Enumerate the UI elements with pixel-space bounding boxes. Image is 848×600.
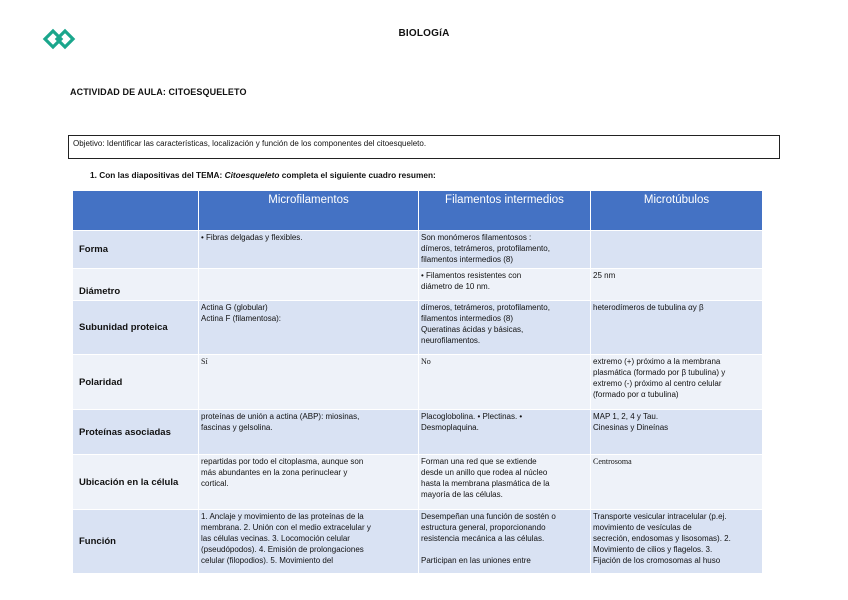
row-label: Diámetro [73, 269, 199, 301]
table-cell: MAP 1, 2, 4 y Tau. Cinesinas y Dineínas [591, 410, 763, 455]
table-row-ubicacion [73, 455, 763, 510]
row-label: Ubicación en la célula [73, 455, 199, 510]
table-row-subunidad [73, 301, 763, 355]
row-label: Forma [73, 231, 199, 269]
instruction-topic: Citoesqueleto [224, 170, 280, 180]
table-cell [199, 269, 419, 301]
row-label: Proteínas asociadas [73, 410, 199, 455]
column-header-microtubulos: Microtúbulos [591, 191, 763, 231]
table-row-funcion [73, 510, 763, 574]
table-row-forma [73, 231, 763, 269]
instruction-suffix: completa el siguiente cuadro resumen: [279, 170, 436, 180]
table-header-row [73, 191, 763, 231]
table-cell: Sí [199, 355, 419, 410]
summary-table [72, 190, 763, 574]
table-cell: proteínas de unión a actina (ABP): miosinas, fascinas y gelsolina. [199, 410, 419, 455]
table-cell: extremo (+) próximo a la membrana plasmática (formado por β tubulina) y extremo (-) próximo al centro celular (formado por α tubulina) [591, 355, 763, 410]
table-cell: Centrosoma [591, 455, 763, 510]
objective-text: Objetivo: Identificar las características, localización y función de los componentes del citoesqueleto. [73, 139, 427, 148]
column-header-empty [73, 191, 199, 231]
table-row-proteinas [73, 410, 763, 455]
table-cell: • Fibras delgadas y flexibles. [199, 231, 419, 269]
instruction-text [90, 170, 436, 180]
table-cell: heterodímeros de tubulina αy β [591, 301, 763, 355]
table-row-polaridad [73, 355, 763, 410]
table-cell: Placoglobolina. • Plectinas. • Desmoplaquina. [419, 410, 591, 455]
table-cell: Transporte vesicular intracelular (p.ej. movimiento de vesículas de secreción, endosomas y lisosomas). 2. Movimiento de cilios y flagelos. 3. Fijación de los cromosomas al huso [591, 510, 763, 574]
instruction-prefix: 1. Con las diapositivas del TEMA: [90, 170, 225, 180]
activity-title: ACTIVIDAD DE AULA: CITOESQUELETO [70, 87, 247, 97]
table-cell: 25 nm [591, 269, 763, 301]
table-cell: Son monómeros filamentosos : dímeros, tetrámeros, protofilamento, filamentos intermedios (8) [419, 231, 591, 269]
table-cell: Desempeñan una función de sostén o estructura general, proporcionando resistencia mecánica a las células. Participan en las uniones entre [419, 510, 591, 574]
objective-box [68, 135, 780, 159]
table-cell: Actina G (globular) Actina F (filamentosa): [199, 301, 419, 355]
table-cell: 1. Anclaje y movimiento de las proteínas de la membrana. 2. Unión con el medio extracelular y las células vecinas. 3. Locomoción celular (pseudópodos). 4. Emisión de prolongaciones celular (filopodios). 5. Movimiento del [199, 510, 419, 574]
table-cell: • Filamentos resistentes con diámetro de 10 nm. [419, 269, 591, 301]
table-cell: No [419, 355, 591, 410]
table-row-diametro [73, 269, 763, 301]
column-header-microfilamentos: Microfilamentos [199, 191, 419, 231]
table-cell: Forman una red que se extiende desde un anillo que rodea al núcleo hasta la membrana plasmática de la mayoría de las células. [419, 455, 591, 510]
row-label: Subunidad proteica [73, 301, 199, 355]
row-label: Función [73, 510, 199, 574]
table-cell [591, 231, 763, 269]
table-cell: repartidas por todo el citoplasma, aunque son más abundantes en la zona perinuclear y cortical. [199, 455, 419, 510]
page-title: BIOLOGíA [398, 28, 450, 39]
table-cell: dímeros, tetrámeros, protofilamento, filamentos intermedios (8) Queratinas ácidas y básicas, neurofilamentos. [419, 301, 591, 355]
column-header-filamentos-intermedios: Filamentos intermedios [419, 191, 591, 231]
row-label: Polaridad [73, 355, 199, 410]
